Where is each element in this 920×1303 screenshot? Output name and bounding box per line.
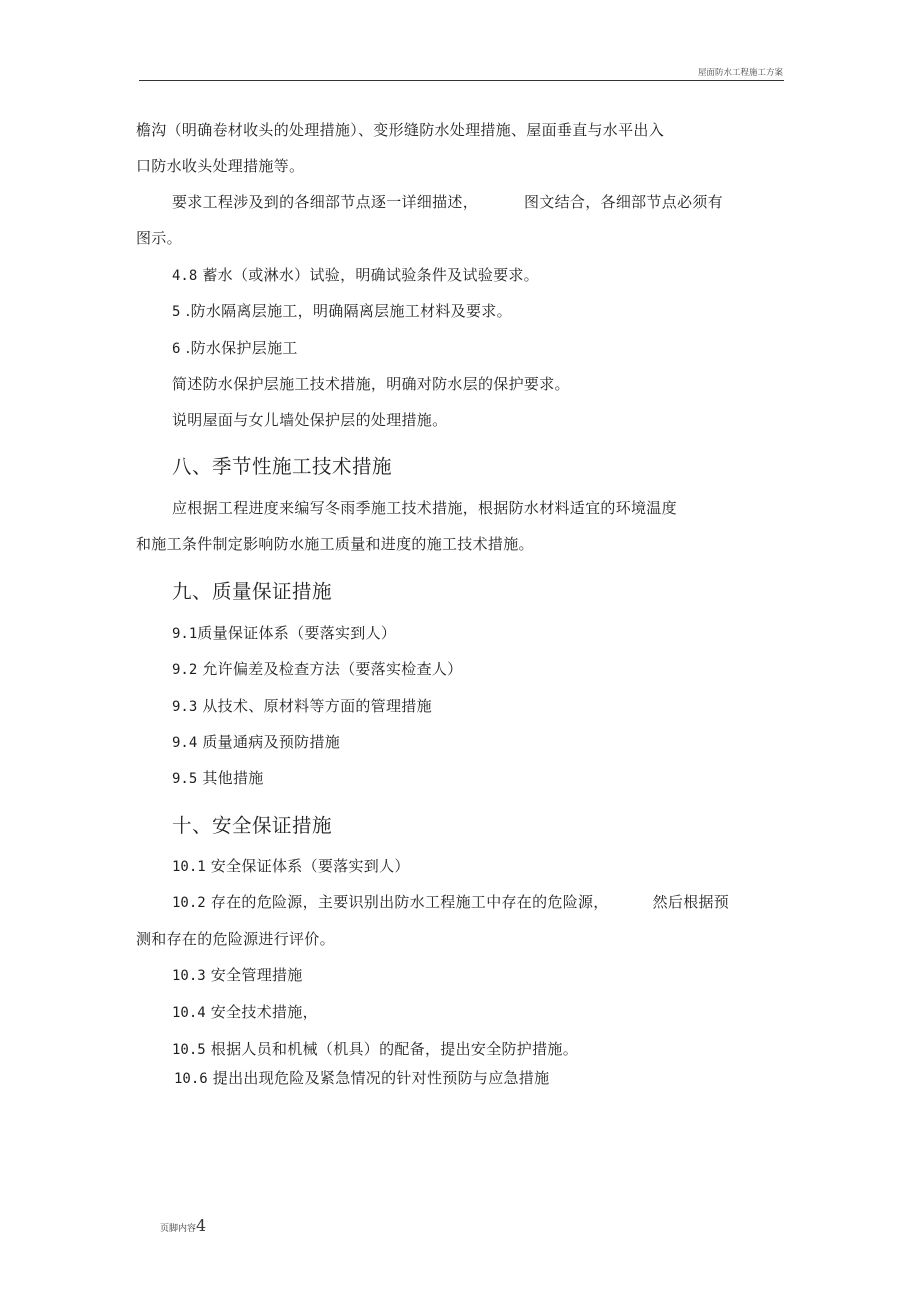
item-text: 质量保证体系（要落实到人） bbox=[197, 624, 397, 642]
item-number: 9.4 bbox=[172, 735, 198, 751]
header-title: 屋面防水工程施工方案 bbox=[697, 68, 783, 78]
item-number: 9.1 bbox=[172, 626, 198, 642]
item-text: 根据人员和机械（机具）的配备，提出安全防护措施。 bbox=[210, 1040, 578, 1058]
list-item bbox=[172, 696, 432, 717]
list-item bbox=[172, 265, 539, 286]
item-text: 从技术、原材料等方面的管理措施 bbox=[202, 697, 432, 715]
list-item bbox=[172, 965, 303, 986]
paragraph-line: 简述防水保护层施工技术措施，明确对防水层的保护要求。 bbox=[172, 375, 570, 393]
item-text: .防水保护层施工 bbox=[185, 339, 298, 357]
page-number: 4 bbox=[196, 1216, 207, 1235]
item-number: 10.1 bbox=[172, 859, 206, 875]
list-item bbox=[172, 1039, 578, 1060]
item-text: 存在的危险源，主要识别出防水工程施工中存在的危险源， bbox=[210, 893, 609, 911]
item-number: 4.8 bbox=[172, 268, 198, 284]
item-text: 提出出现危险及紧急情况的针对性预防与应急措施 bbox=[212, 1069, 550, 1087]
list-item bbox=[174, 1068, 549, 1089]
section-heading: 八、季节性施工技术措施 bbox=[172, 455, 393, 478]
item-number: 9.3 bbox=[172, 699, 198, 715]
section-heading: 九、质量保证措施 bbox=[172, 580, 333, 603]
list-item bbox=[172, 892, 729, 913]
list-item bbox=[172, 1002, 318, 1023]
paragraph-line: 口防水收头处理措施等。 bbox=[136, 157, 305, 175]
paragraph-text: 要求工程涉及到的各细部节点逐一详细描述， bbox=[172, 193, 479, 211]
paragraph-line: 和施工条件制定影响防水施工质量和进度的施工技术措施。 bbox=[136, 535, 534, 553]
item-text: .防水隔离层施工，明确隔离层施工材料及要求。 bbox=[185, 302, 512, 320]
list-item bbox=[172, 659, 462, 680]
page-footer bbox=[160, 1216, 206, 1235]
section-heading: 十、安全保证措施 bbox=[172, 814, 333, 837]
list-item bbox=[172, 301, 512, 322]
paragraph-line: 应根据工程进度来编写冬雨季施工技术措施，根据防水材料适宜的环境温度 bbox=[172, 499, 677, 517]
list-item bbox=[172, 732, 340, 753]
item-text: 允许偏差及检查方法（要落实检查人） bbox=[202, 660, 463, 678]
item-number: 10.2 bbox=[172, 895, 206, 911]
paragraph-line bbox=[172, 192, 723, 212]
paragraph-line: 檐沟（明确卷材收头的处理措施）、变形缝防水处理措施、屋面垂直与水平出入 bbox=[136, 121, 665, 139]
paragraph-line: 测和存在的危险源进行评价。 bbox=[136, 930, 335, 948]
item-text: 其他措施 bbox=[202, 769, 264, 787]
item-number: 9.5 bbox=[172, 771, 198, 787]
item-text: 安全保证体系（要落实到人） bbox=[210, 857, 410, 875]
item-number: 10.6 bbox=[174, 1071, 208, 1087]
item-number: 5 bbox=[172, 304, 181, 320]
item-number: 9.2 bbox=[172, 662, 198, 678]
header-divider bbox=[139, 80, 784, 81]
item-text: 安全管理措施 bbox=[210, 966, 303, 984]
list-item bbox=[172, 856, 410, 877]
paragraph-line: 图示。 bbox=[136, 229, 182, 247]
list-item bbox=[172, 338, 298, 359]
item-text: 蓄水（或淋水）试验，明确试验条件及试验要求。 bbox=[202, 266, 539, 284]
item-text: 然后根据预 bbox=[652, 893, 730, 911]
item-number: 10.3 bbox=[172, 968, 206, 984]
list-item bbox=[172, 768, 264, 789]
item-text: 安全技术措施， bbox=[210, 1003, 318, 1021]
paragraph-text: 图文结合，各细部节点必须有 bbox=[524, 193, 723, 211]
item-number: 10.4 bbox=[172, 1005, 206, 1021]
list-item bbox=[172, 623, 396, 644]
footer-label: 页脚内容 bbox=[160, 1224, 197, 1234]
paragraph-line: 说明屋面与女儿墙处保护层的处理措施。 bbox=[172, 411, 448, 429]
item-number: 10.5 bbox=[172, 1042, 206, 1058]
item-number: 6 bbox=[172, 341, 181, 357]
item-text: 质量通病及预防措施 bbox=[202, 733, 341, 751]
